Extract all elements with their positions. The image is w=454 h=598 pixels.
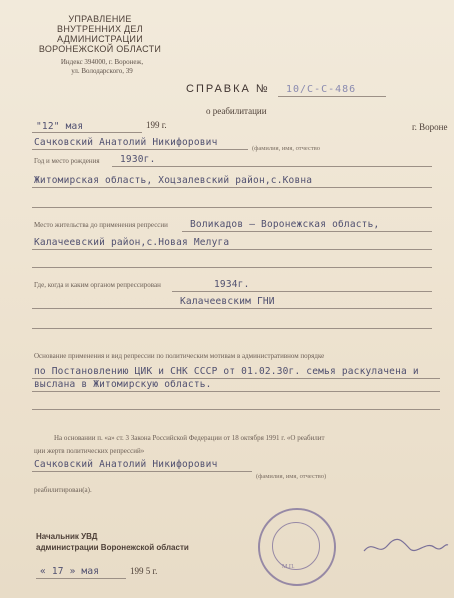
signatory-org: администрации Воронежской области xyxy=(36,543,189,552)
fio-label-repeat: (фамилия, имя, отчество) xyxy=(256,473,327,480)
law-text-line1: На основании п. «а» ст. 3 Закона Российской Федерации от 18 октября 1991 г. «О реабилит xyxy=(54,434,325,442)
org-name-line3: АДМИНИСТРАЦИИ xyxy=(57,34,143,44)
residence-line1: Воликадов — Воронежская область, xyxy=(190,219,380,230)
basis-label: Основание применения и вид репрессии по политическим мотивам в административном порядке xyxy=(34,352,325,360)
residence-line2: Калачеевский район,с.Новая Мелуга xyxy=(34,237,230,248)
basis-line1: по Постановлению ЦИК и СНК СССР от 01.02.30г. семья раскулачена и xyxy=(34,366,419,377)
org-name-line1: УПРАВЛЕНИЕ xyxy=(68,14,132,24)
law-text-line2: ции жертв политических репрессий» xyxy=(34,447,145,455)
org-name-line2: ВНУТРЕННИХ ДЕЛ xyxy=(57,24,143,34)
org-address-line2: ул. Володарского, 39 xyxy=(71,67,133,75)
signature-date: « 17 » мая xyxy=(40,566,100,577)
repression-organ: Калачеевским ГНИ xyxy=(180,296,275,307)
person-name: Сачковский Анатолий Никифорович xyxy=(34,137,218,148)
official-seal xyxy=(258,508,336,586)
issue-date: "12" мая xyxy=(36,121,84,132)
issue-place: г. Вороне xyxy=(412,122,448,132)
handwritten-signature xyxy=(360,535,450,559)
document-number: 10/С-С-486 xyxy=(286,84,357,95)
fio-label: (фамилия, имя, отчество xyxy=(252,145,320,152)
document-subtitle: о реабилитации xyxy=(206,106,267,116)
birth-label: Год и место рождения xyxy=(34,157,100,165)
person-name-repeat: Сачковский Анатолий Никифорович xyxy=(34,459,218,470)
org-name-line4: ВОРОНЕЖСКОЙ ОБЛАСТИ xyxy=(38,44,162,54)
org-address-line1: Индекс 394000, г. Воронеж, xyxy=(60,58,144,66)
birth-year: 1930г. xyxy=(120,154,156,165)
signatory-title: Начальник УВД xyxy=(36,532,98,541)
repression-year: 1934г. xyxy=(214,279,250,290)
document-title: СПРАВКА № xyxy=(186,83,270,95)
birth-place: Житомирская область, Хоцзалевский район,с.Ковна xyxy=(34,175,313,186)
seal-emblem xyxy=(272,522,320,570)
issue-year: 199 г. xyxy=(146,120,167,130)
signature-year: 199 5 г. xyxy=(130,566,158,576)
rehabilitated-text: реабилитирован(а). xyxy=(34,486,92,494)
seal-mp: М.П. xyxy=(282,564,295,570)
repression-label: Где, когда и каким органом репрессирован xyxy=(34,281,161,289)
residence-label: Место жительства до применения репрессии xyxy=(34,221,168,229)
basis-line2: выслана в Житомирскую область. xyxy=(34,379,212,390)
